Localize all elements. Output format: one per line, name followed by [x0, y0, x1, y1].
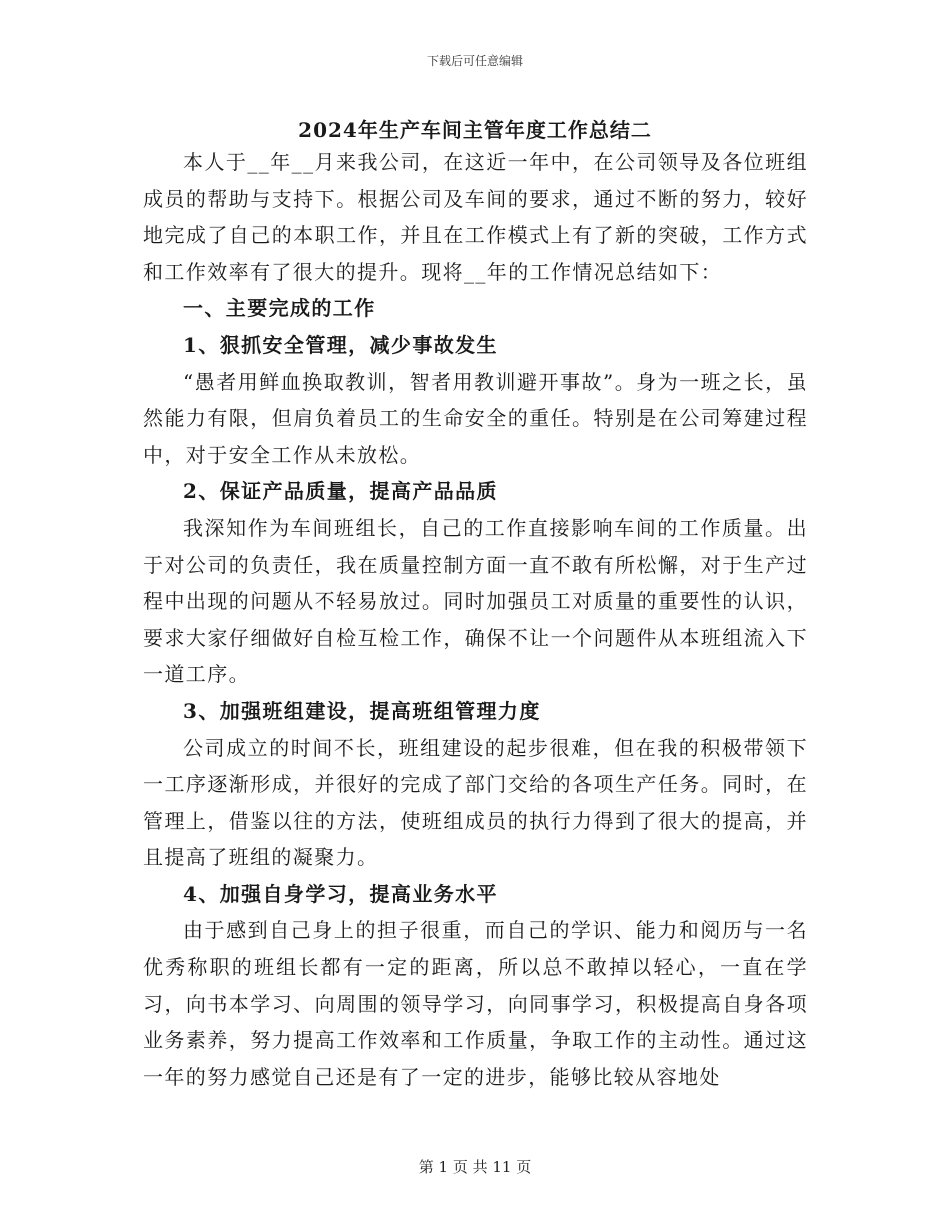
document-title: 2024年生产车间主管年度工作总结二 [298, 118, 652, 142]
page-header-note: 下载后可任意编辑 [426, 54, 523, 68]
document-body [143, 144, 808, 1095]
intro-paragraph: 本人于__年__月来我公司，在这近一年中，在公司领导及各位班组成员的帮助与支持下。根据公司及车间的要求，通过不断的努力，较好地完成了自己的本职工作，并且在工作模式上有了新的突破，工作方式和工作效率有了很大的提升。现将__年的工作情况总结如下： [143, 150, 808, 284]
item-heading: 3、加强班组建设，提高班组管理力度 [183, 698, 541, 723]
item-paragraph: 我深知作为车间班组长，自己的工作直接影响车间的工作质量。出于对公司的负责任，我在质量控制方面一直不敢有所松懈，对于生产过程中出现的问题从不轻易放过。同时加强员工对质量的重要性的认识，要求大家仔细做好自检互检工作，确保不让一个问题件从本班组流入下一道工序。 [143, 515, 808, 687]
item-heading: 1、狠抓安全管理，减少事故发生 [183, 332, 498, 357]
item-paragraph: 公司成立的时间不长，班组建设的起步很难，但在我的积极带领下一工序逐渐形成，并很好的完成了部门交给的各项生产任务。同时，在管理上，借鉴以往的方法，使班组成员的执行力得到了很大的提高，并且提高了班组的凝聚力。 [143, 735, 808, 870]
section-heading: 一、主要完成的工作 [183, 296, 376, 321]
item-heading: 4、加强自身学习，提高业务水平 [183, 881, 498, 906]
item-paragraph: 由于感到自己身上的担子很重，而自己的学识、能力和阅历与一名优秀称职的班组长都有一定的距离，所以总不敢掉以轻心，一直在学习，向书本学习、向周围的领导学习，向同事学习，积极提高自身各项业务素养，努力提高工作效率和工作质量，争取工作的主动性。通过这一年的努力感觉自己还是有了一定的进步，能够比较从容地处 [143, 918, 808, 1089]
page-number: 第 1 页 共 11 页 [418, 1158, 532, 1176]
item-paragraph: “愚者用鲜血换取教训，智者用教训避开事故”。身为一班之长，虽然能力有限，但肩负着员工的生命安全的重任。特别是在公司筹建过程中，对于安全工作从未放松。 [143, 369, 808, 467]
item-heading: 2、保证产品质量，提高产品品质 [183, 479, 498, 504]
